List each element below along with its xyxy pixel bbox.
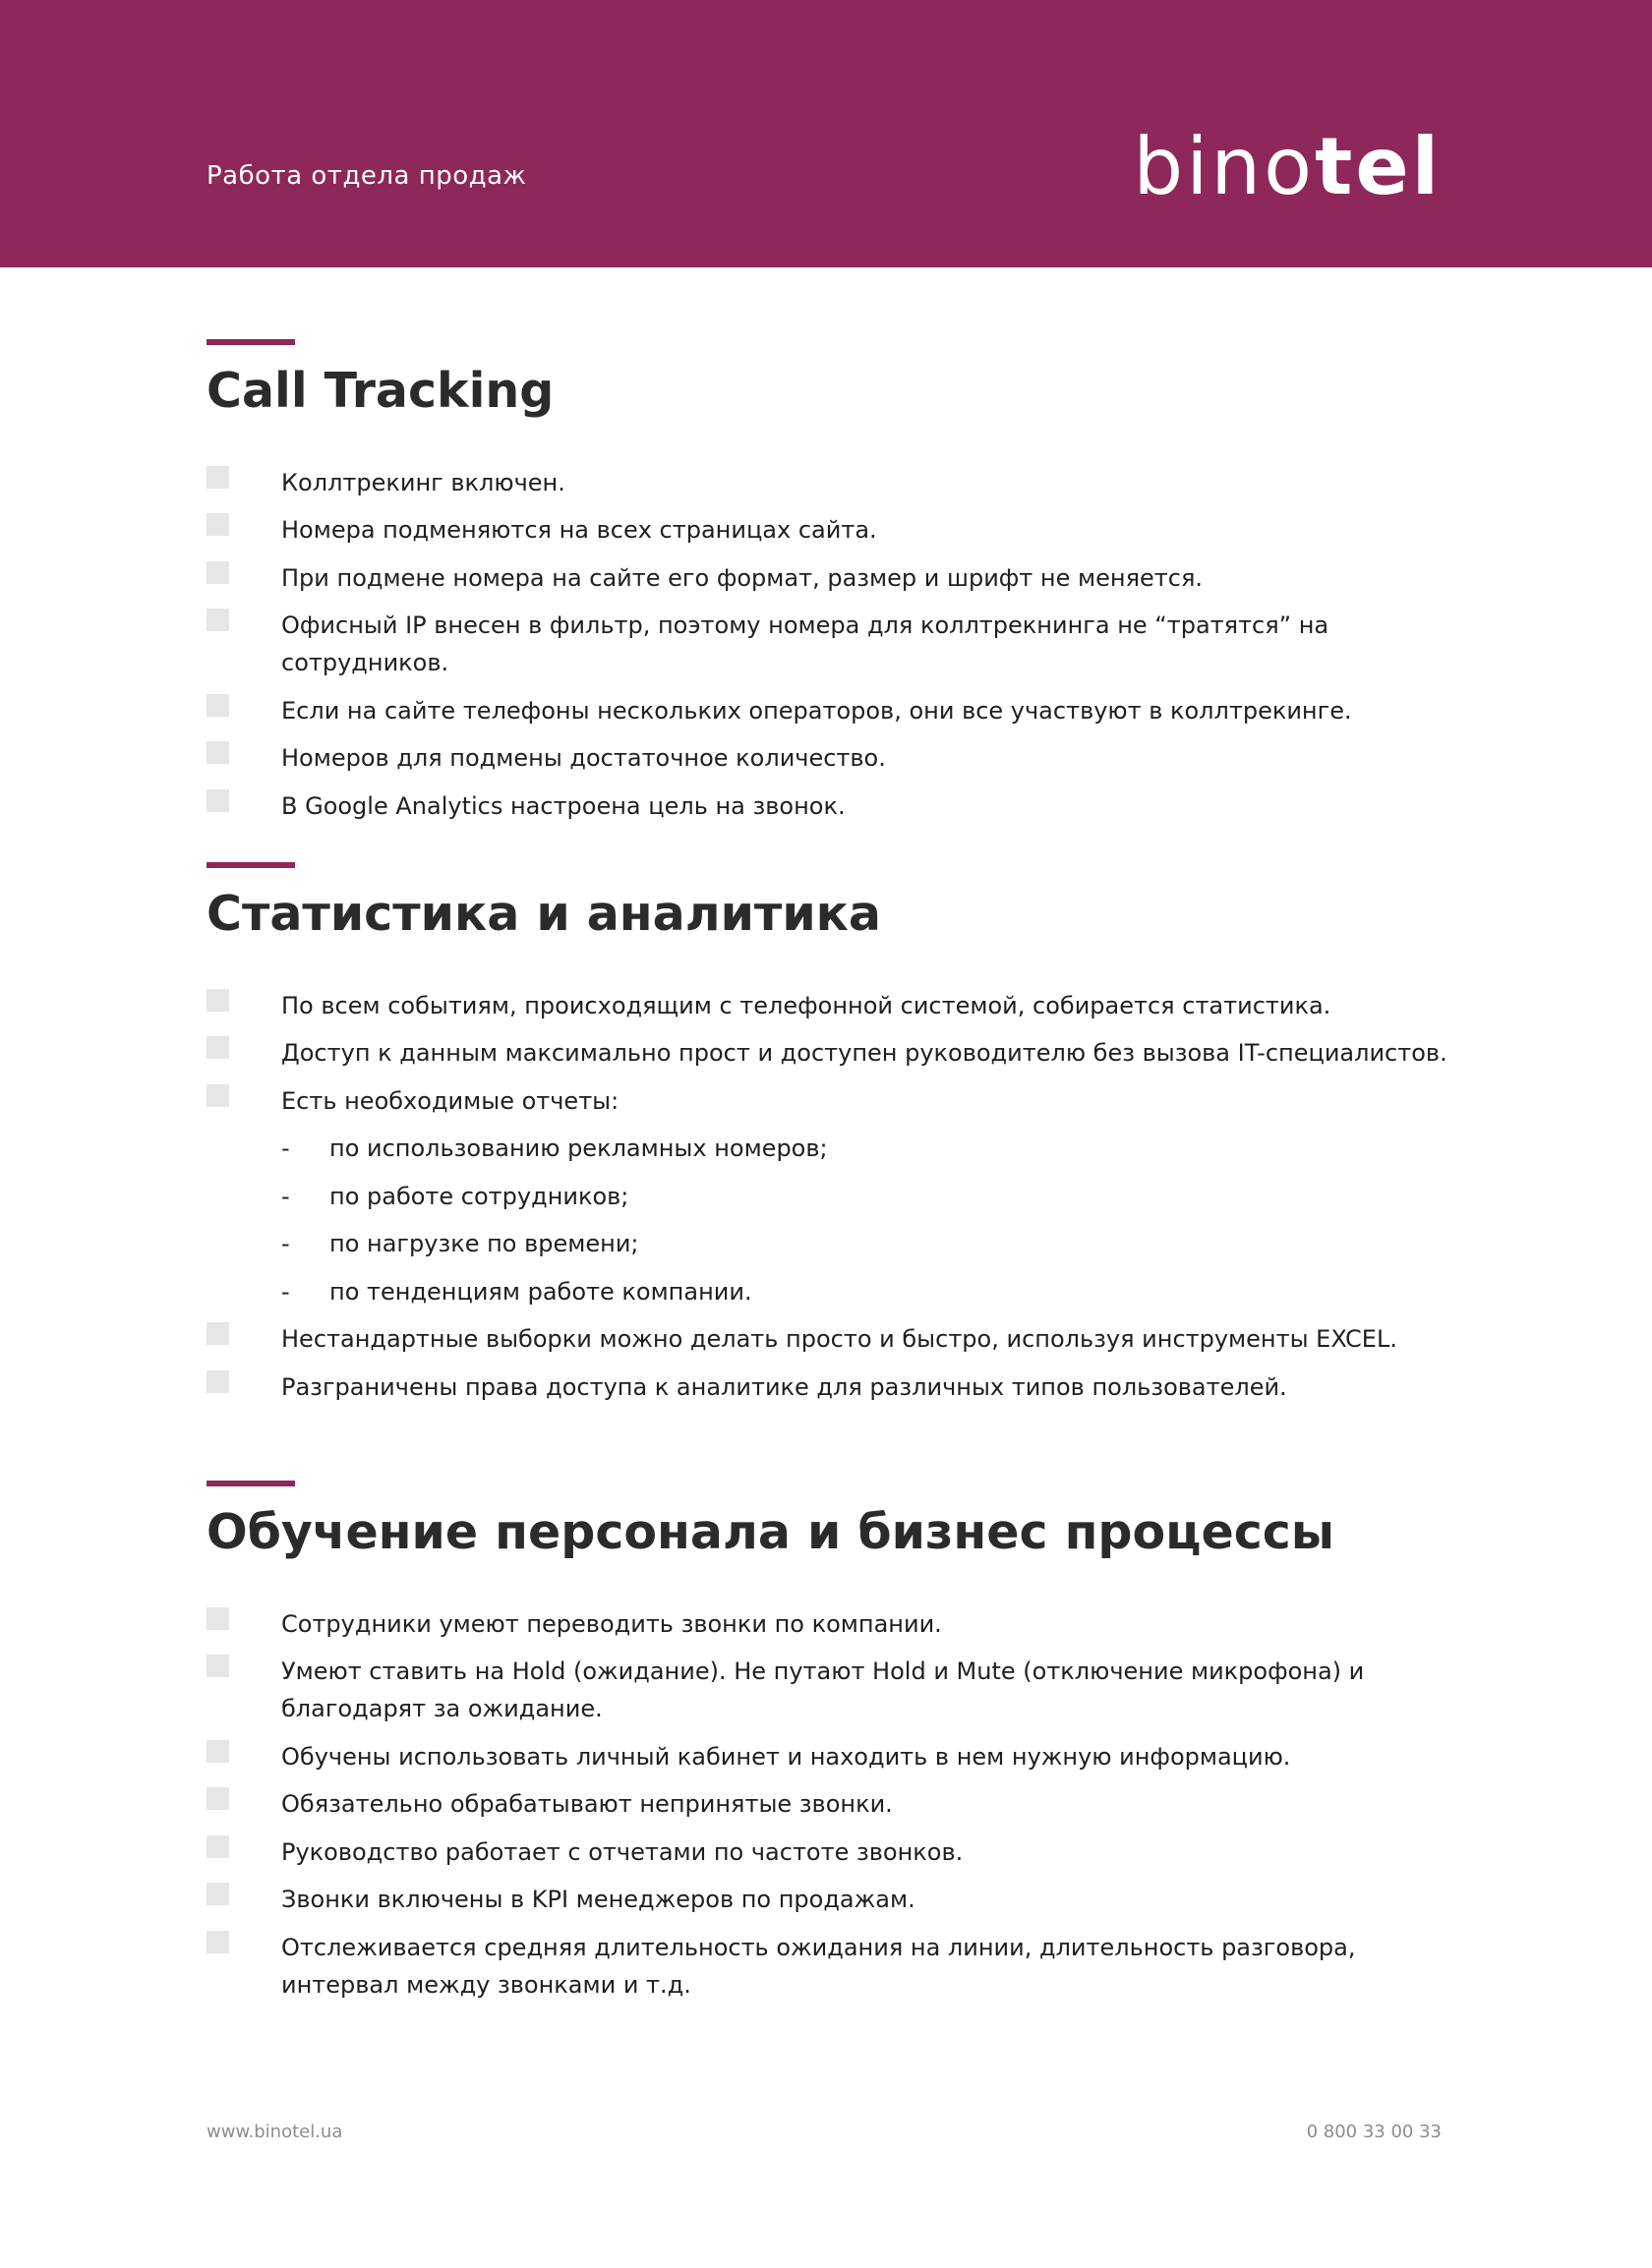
checkbox[interactable]: [206, 1607, 229, 1630]
checklist-item: [206, 1368, 1455, 1406]
page-header: [0, 0, 1652, 267]
checklist: [206, 464, 1455, 825]
checklist-item-text: По всем событиям, происходящим с телефонной системой, собирается статистика.: [281, 991, 1331, 1019]
section-staff-training: [206, 1481, 1455, 2013]
section-accent-bar: [206, 339, 295, 345]
checkbox[interactable]: [206, 989, 229, 1012]
section-title: Обучение персонала и бизнес процессы: [206, 1504, 1335, 1560]
dash-marker: -: [281, 1182, 290, 1210]
checklist-item-text: Руководство работает с отчетами по частоте звонков.: [281, 1837, 964, 1866]
report-subitem: [206, 1130, 1455, 1167]
checklist-item: [206, 1082, 1455, 1120]
checklist-item-text: Нестандартные выборки можно делать просто и быстро, используя инструменты EXCEL.: [281, 1325, 1397, 1354]
subitem-text: по нагрузке по времени;: [329, 1230, 639, 1258]
section-accent-bar: [206, 1481, 295, 1486]
checkbox[interactable]: [206, 1835, 229, 1858]
checklist-item-text: Отслеживается средняя длительность ожидания на линии, длительность разговора, интервал между звонками и т.д.: [281, 1933, 1356, 1999]
checklist-item-text: Офисный IP внесен в фильтр, поэтому номера для коллтрекнинга не “тратятся” на сотрудников.: [281, 611, 1329, 677]
checklist-item: [206, 1605, 1455, 1643]
checklist-item-text: Если на сайте телефоны нескольких операторов, они все участвуют в коллтрекинге.: [281, 696, 1352, 725]
section-call-tracking: [206, 339, 1455, 835]
footer-website-link[interactable]: www.binotel.ua: [206, 2122, 343, 2142]
checklist-item-text: Сотрудники умеют переводить звонки по компании.: [281, 1609, 942, 1638]
checkbox[interactable]: [206, 1370, 229, 1393]
checklist-item-text: В Google Analytics настроена цель на звонок.: [281, 791, 846, 820]
checklist-item: [206, 559, 1455, 597]
checklist: [206, 987, 1455, 1406]
dash-marker: -: [281, 1134, 290, 1163]
checkbox[interactable]: [206, 561, 229, 584]
checkbox[interactable]: [206, 1084, 229, 1107]
checklist-item-text: Доступ к данным максимально прост и доступен руководителю без вызова IT-специалистов.: [281, 1039, 1447, 1068]
dash-marker: -: [281, 1277, 290, 1306]
section-statistics: [206, 862, 1455, 1416]
checkbox[interactable]: [206, 1740, 229, 1763]
checklist-item: [206, 1785, 1455, 1823]
checklist-item: [206, 1738, 1455, 1775]
section-accent-bar: [206, 862, 295, 868]
checkbox[interactable]: [206, 513, 229, 536]
checkbox[interactable]: [206, 609, 229, 631]
checkbox[interactable]: [206, 1036, 229, 1059]
checklist-item-text: Номера подменяются на всех страницах сайта.: [281, 516, 877, 545]
checklist-item: [206, 1320, 1455, 1358]
checklist-item: [206, 739, 1455, 777]
checkbox[interactable]: [206, 694, 229, 717]
section-title: Call Tracking: [206, 363, 555, 419]
checklist-item: [206, 1881, 1455, 1918]
logo-text-bold: tel: [1315, 121, 1442, 212]
subitem-text: по работе сотрудников;: [329, 1182, 629, 1210]
checkbox[interactable]: [206, 466, 229, 489]
checklist-item: [206, 511, 1455, 549]
checklist-item: [206, 692, 1455, 729]
logo-text-light: bino: [1133, 121, 1316, 212]
checkbox[interactable]: [206, 1931, 229, 1953]
checklist: [206, 1605, 1455, 2004]
checklist-item: [206, 1929, 1455, 2004]
checklist-item: [206, 1653, 1455, 1727]
checklist-item-text: Коллтрекинг включен.: [281, 468, 565, 496]
checkbox[interactable]: [206, 789, 229, 812]
binotel-logo: [1133, 121, 1442, 212]
report-subitem: [206, 1273, 1455, 1310]
checklist-item: [206, 464, 1455, 501]
checkbox[interactable]: [206, 1883, 229, 1905]
checklist-item-text: Обязательно обрабатывают непринятые звонки.: [281, 1790, 893, 1819]
checklist-item-text: Умеют ставить на Hold (ожидание). Не путают Hold и Mute (отключение микрофона) и благодарят за ожидание.: [281, 1657, 1365, 1723]
checklist-item: [206, 1034, 1455, 1072]
checklist-item-text: Номеров для подмены достаточное количество.: [281, 744, 886, 773]
checklist-item-text: При подмене номера на сайте его формат, размер и шрифт не меняется.: [281, 563, 1204, 592]
checklist-item: [206, 1833, 1455, 1871]
checklist-item-text: Обучены использовать личный кабинет и находить в нем нужную информацию.: [281, 1742, 1291, 1771]
subitem-text: по тенденциям работе компании.: [329, 1277, 752, 1306]
footer-phone: 0 800 33 00 33: [1306, 2122, 1442, 2142]
checklist-item: [206, 987, 1455, 1024]
subitem-text: по использованию рекламных номеров;: [329, 1134, 828, 1163]
checkbox[interactable]: [206, 1322, 229, 1345]
checkbox[interactable]: [206, 1655, 229, 1677]
checklist-item-text: Звонки включены в KPI менеджеров по продажам.: [281, 1886, 915, 1914]
checklist-item: [206, 607, 1455, 681]
checkbox[interactable]: [206, 741, 229, 764]
report-subitem: [206, 1178, 1455, 1215]
report-subitem: [206, 1225, 1455, 1262]
checkbox[interactable]: [206, 1787, 229, 1810]
dash-marker: -: [281, 1230, 290, 1258]
checklist-item: [206, 787, 1455, 825]
checklist-item-text: Разграничены права доступа к аналитике для различных типов пользователей.: [281, 1372, 1287, 1401]
checklist-item-text: Есть необходимые отчеты:: [281, 1086, 620, 1115]
header-subtitle: Работа отдела продаж: [206, 161, 527, 191]
section-title: Статистика и аналитика: [206, 886, 881, 942]
